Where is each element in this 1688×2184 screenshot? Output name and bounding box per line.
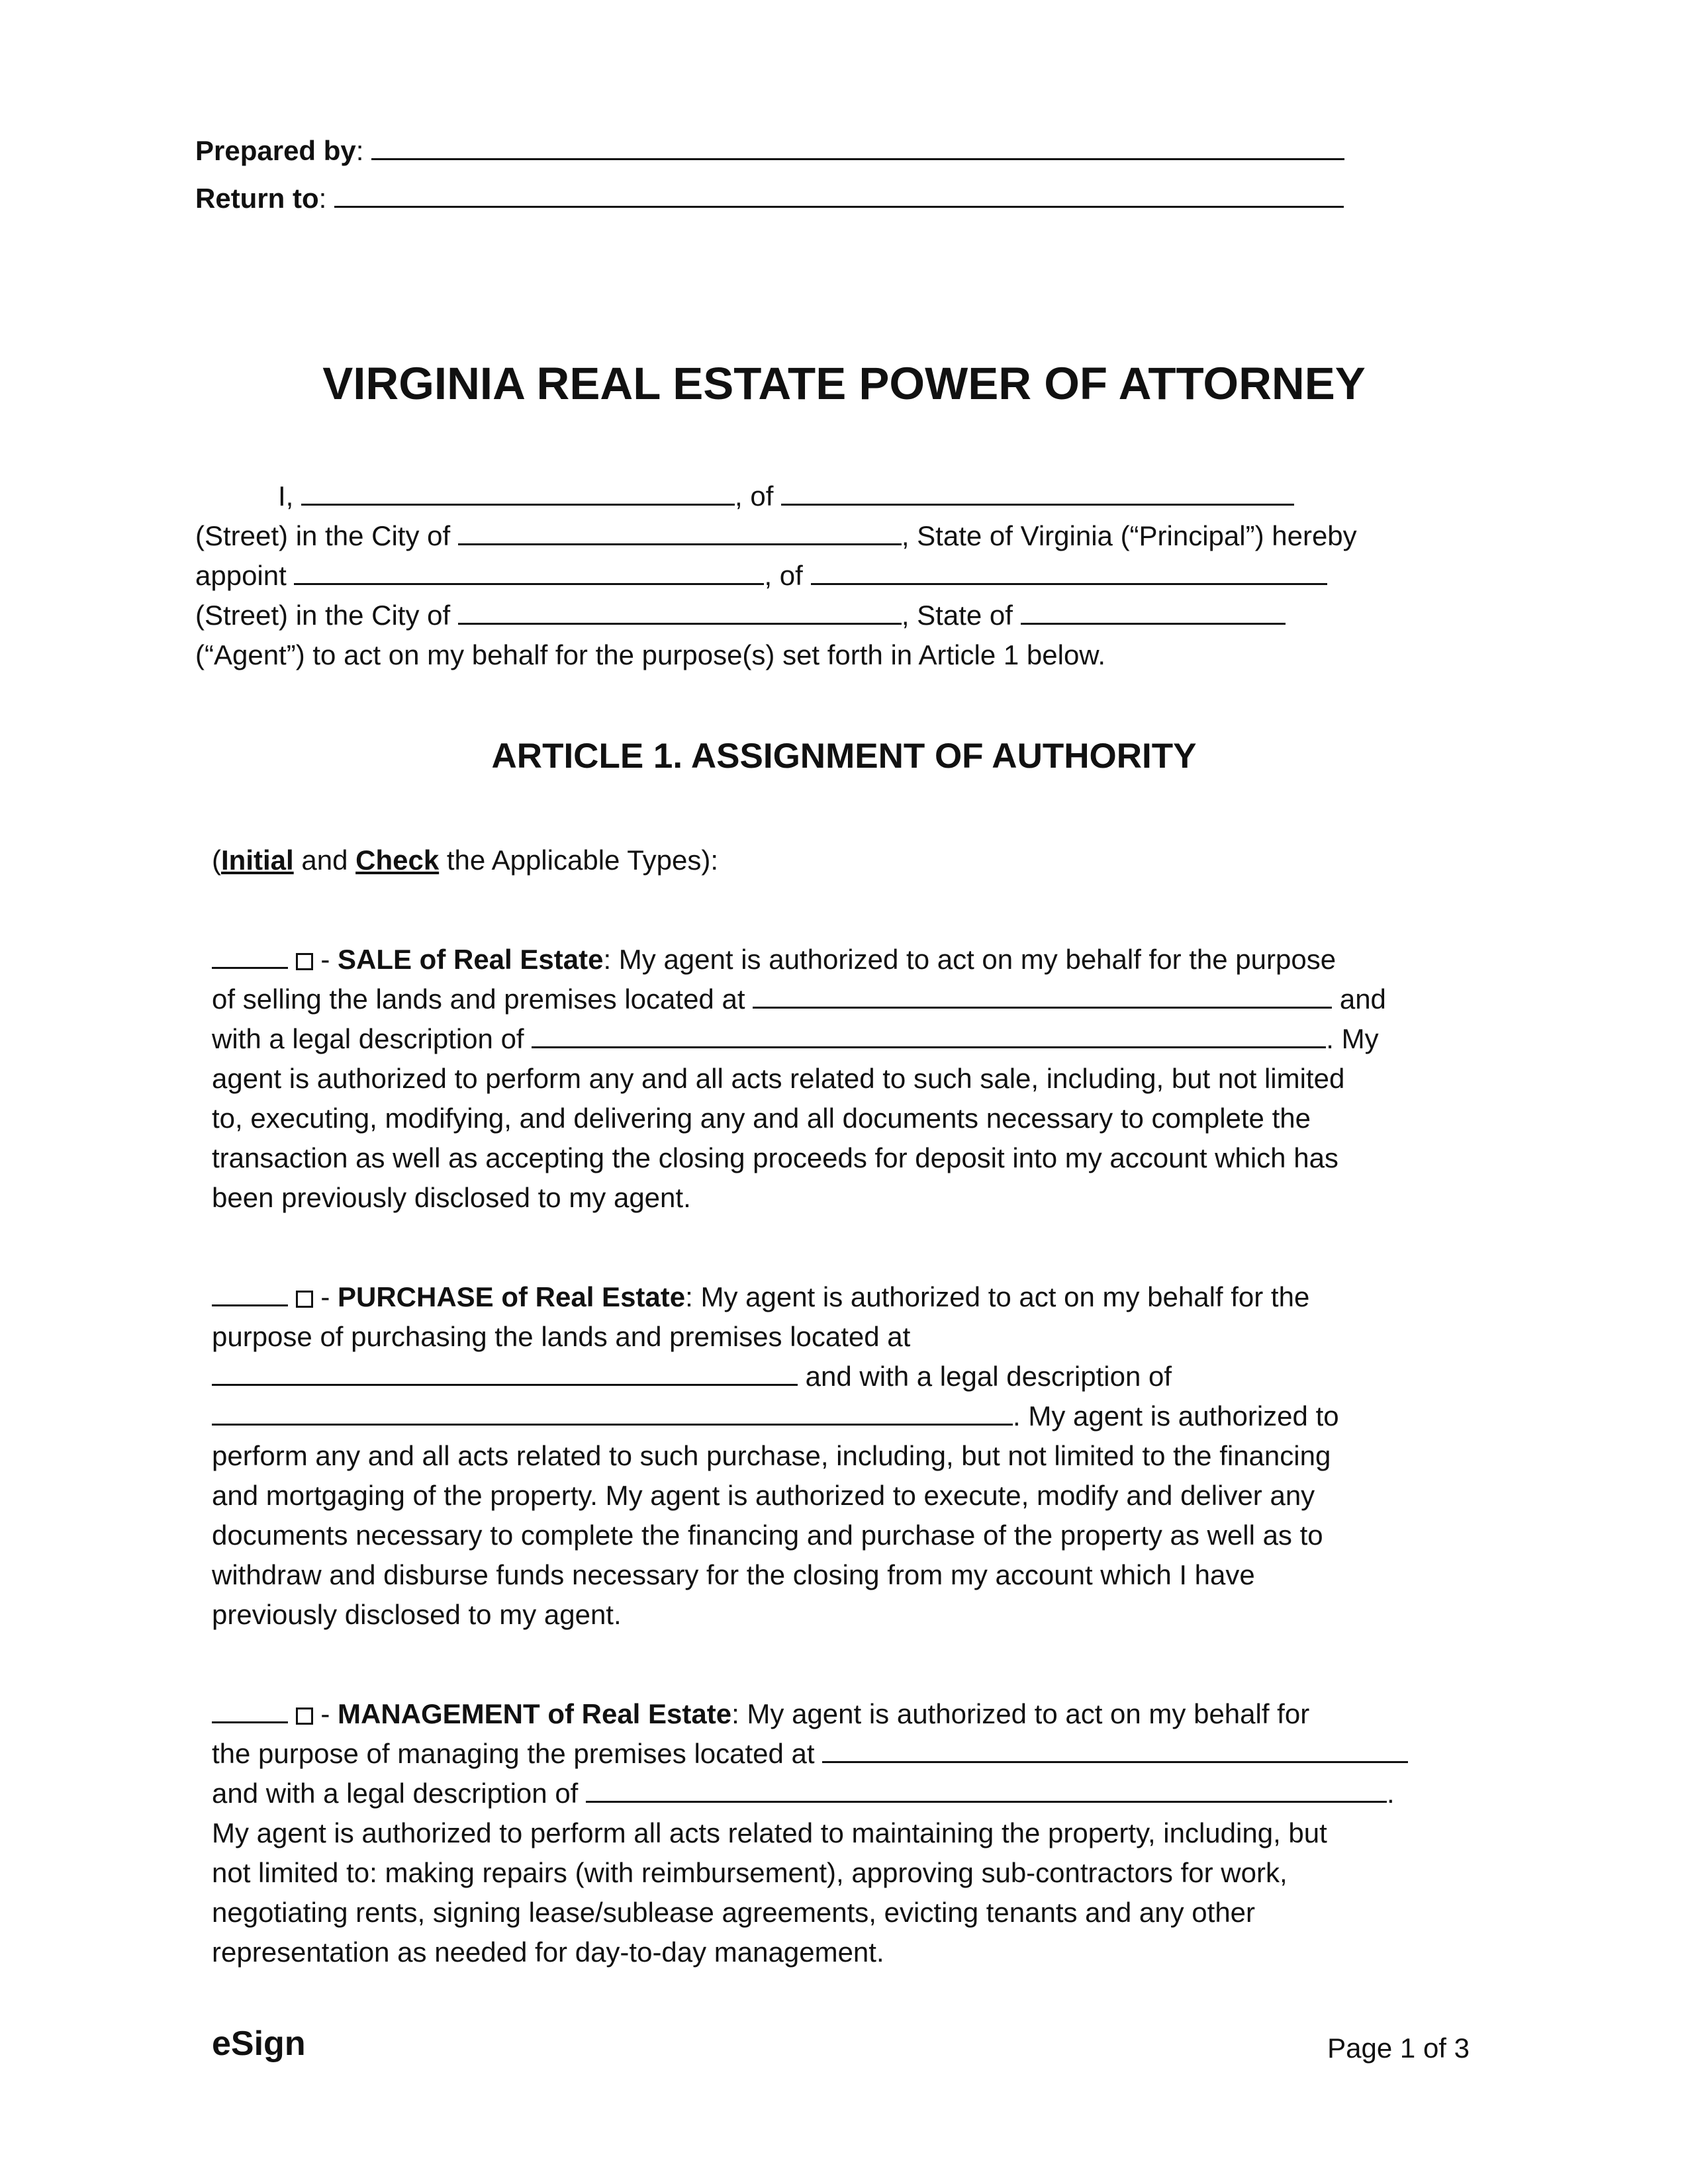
intro-line-5: (“Agent”) to act on my behalf for the purpose(s) set forth in Article 1 below. [195, 639, 1105, 670]
sale-line-5: to, executing, modifying, and delivering any and all documents necessary to complete the [212, 1103, 1311, 1134]
sale-line-2: of selling the lands and premises located at and [212, 979, 1386, 1019]
article-1-heading: ARTICLE 1. ASSIGNMENT OF AUTHORITY [491, 737, 1197, 776]
agent-city-field[interactable] [458, 596, 902, 625]
sale-checkbox[interactable] [296, 953, 313, 970]
purchase-line-1: - PURCHASE of Real Estate: My agent is authorized to act on my behalf for the [212, 1277, 1309, 1317]
esign-logo: eSign [212, 2025, 306, 2063]
management-line-5: not limited to: making repairs (with reimbursement), approving sub-contractors for work, [212, 1857, 1288, 1888]
intro-line-2: (Street) in the City of , State of Virginia (“Principal”) hereby [195, 516, 1357, 556]
management-line-7: representation as needed for day-to-day management. [212, 1936, 884, 1968]
sale-line-7: been previously disclosed to my agent. [212, 1182, 691, 1213]
agent-name-field[interactable] [294, 557, 764, 585]
purchase-line-6: and mortgaging of the property. My agent is authorized to execute, modify and deliver any [212, 1480, 1315, 1511]
sale-label: SALE of Real Estate [338, 944, 604, 975]
management-premises-field[interactable] [822, 1735, 1408, 1763]
sale-line-4: agent is authorized to perform any and all acts related to such sale, including, but not limited [212, 1063, 1345, 1094]
management-line-3: and with a legal description of . [212, 1774, 1395, 1813]
management-checkbox[interactable] [296, 1707, 313, 1725]
purchase-line-2: purpose of purchasing the lands and premises located at [212, 1321, 911, 1352]
agent-street-field[interactable] [811, 557, 1327, 585]
article-1-instructions: (Initial and Check the Applicable Types): [212, 844, 718, 876]
prepared-by-field[interactable] [371, 132, 1344, 160]
intro-line-3: appoint , of [195, 556, 1327, 596]
purchase-premises-field[interactable] [212, 1357, 798, 1386]
sale-line-6: transaction as well as accepting the closing proceeds for deposit into my account which has [212, 1142, 1338, 1173]
purchase-checkbox[interactable] [296, 1291, 313, 1308]
principal-name-field[interactable] [301, 477, 735, 506]
management-line-2: the purpose of managing the premises located at [212, 1734, 1408, 1774]
agent-state-field[interactable] [1021, 596, 1286, 625]
return-to-line: Return to: [195, 179, 1344, 218]
purchase-line-4: . My agent is authorized to [212, 1396, 1339, 1436]
page-title: VIRGINIA REAL ESTATE POWER OF ATTORNEY [322, 358, 1366, 409]
management-legal-description-field[interactable] [586, 1774, 1387, 1803]
management-label: MANAGEMENT of Real Estate [338, 1698, 732, 1729]
purchase-line-3: and with a legal description of [212, 1357, 1172, 1396]
sale-line-3: with a legal description of . My [212, 1019, 1379, 1059]
purchase-line-9: previously disclosed to my agent. [212, 1599, 622, 1630]
sale-line-1: - SALE of Real Estate: My agent is authorized to act on my behalf for the purpose [212, 940, 1336, 979]
sale-premises-field[interactable] [753, 980, 1332, 1009]
management-line-4: My agent is authorized to perform all acts related to maintaining the property, including, but [212, 1817, 1327, 1848]
purchase-line-7: documents necessary to complete the financing and purchase of the property as well as to [212, 1520, 1323, 1551]
sale-legal-description-field[interactable] [532, 1020, 1326, 1048]
intro-line-4: (Street) in the City of , State of [195, 596, 1286, 635]
management-line-1: - MANAGEMENT of Real Estate: My agent is authorized to act on my behalf for [212, 1694, 1309, 1734]
prepared-by-line: Prepared by: [195, 131, 1344, 171]
return-to-label: Return to [195, 183, 319, 214]
principal-street-field[interactable] [781, 477, 1294, 506]
purchase-line-8: withdraw and disburse funds necessary for the closing from my account which I have [212, 1559, 1255, 1590]
management-line-6: negotiating rents, signing lease/sublease agreements, evicting tenants and any other [212, 1897, 1256, 1928]
sale-initial-field[interactable] [212, 940, 288, 969]
return-to-field[interactable] [334, 179, 1344, 208]
purchase-label: PURCHASE of Real Estate [338, 1281, 686, 1312]
purchase-line-5: perform any and all acts related to such purchase, including, but not limited to the financing [212, 1440, 1331, 1471]
purchase-initial-field[interactable] [212, 1278, 288, 1306]
purchase-legal-description-field[interactable] [212, 1397, 1013, 1426]
intro-line-1: I, , of [278, 477, 1294, 516]
principal-city-field[interactable] [458, 517, 902, 545]
page-number: Page 1 of 3 [1327, 2032, 1470, 2064]
prepared-by-label: Prepared by [195, 135, 356, 166]
management-initial-field[interactable] [212, 1695, 288, 1723]
